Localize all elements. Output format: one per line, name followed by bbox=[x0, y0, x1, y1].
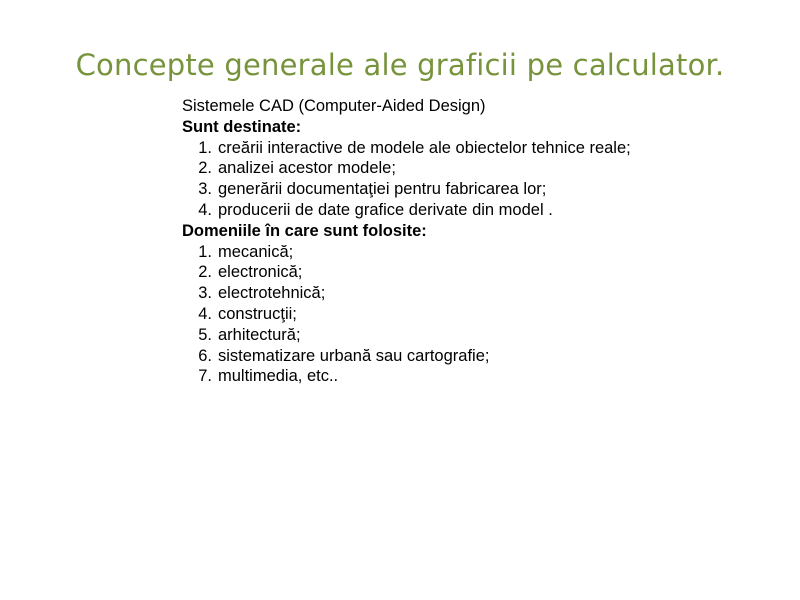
list-number: 5. bbox=[198, 325, 212, 344]
list-item bbox=[182, 242, 782, 263]
list-item bbox=[182, 346, 782, 367]
slide-content bbox=[182, 96, 782, 387]
list-number: 3. bbox=[198, 180, 212, 199]
list-number: 2. bbox=[198, 159, 212, 178]
list-item bbox=[182, 325, 782, 346]
list-item-text: construcţii; bbox=[218, 304, 297, 323]
list-item bbox=[182, 179, 782, 200]
list-item-text: mecanică; bbox=[218, 242, 294, 261]
section-heading-domains: Domeniile în care sunt folosite: bbox=[182, 221, 427, 240]
list-item-text: electrotehnică; bbox=[218, 284, 326, 303]
list-item bbox=[182, 158, 782, 179]
list-item-text: generării documentaţiei pentru fabricarea lor; bbox=[218, 180, 547, 199]
list-number: 1. bbox=[198, 242, 212, 261]
list-item bbox=[182, 283, 782, 304]
section-heading-destinations: Sunt destinate: bbox=[182, 117, 302, 136]
list-item-text: sistematizare urbană sau cartografie; bbox=[218, 346, 490, 365]
list-item bbox=[182, 262, 782, 283]
list-item-text: arhitectură; bbox=[218, 325, 301, 344]
list-item bbox=[182, 138, 782, 159]
list-number: 4. bbox=[198, 304, 212, 323]
list-item-text: analizei acestor modele; bbox=[218, 159, 396, 178]
domains-list bbox=[182, 242, 782, 388]
list-item bbox=[182, 304, 782, 325]
intro-text: Sistemele CAD (Computer-Aided Design) bbox=[182, 97, 486, 115]
list-number: 4. bbox=[198, 200, 212, 219]
slide-title: Concepte generale ale graficii pe calculator. bbox=[75, 48, 725, 82]
list-item bbox=[182, 200, 782, 221]
list-number: 1. bbox=[198, 138, 212, 157]
list-item-text: creării interactive de modele ale obiectelor tehnice reale; bbox=[218, 138, 631, 157]
list-item-text: producerii de date grafice derivate din model . bbox=[218, 200, 553, 219]
destinations-list bbox=[182, 138, 782, 221]
list-item-text: electronică; bbox=[218, 263, 303, 282]
list-item bbox=[182, 366, 782, 387]
list-item-text: multimedia, etc.. bbox=[218, 367, 339, 386]
list-number: 3. bbox=[198, 284, 212, 303]
list-number: 7. bbox=[198, 367, 212, 386]
list-number: 6. bbox=[198, 346, 212, 365]
list-number: 2. bbox=[198, 263, 212, 282]
